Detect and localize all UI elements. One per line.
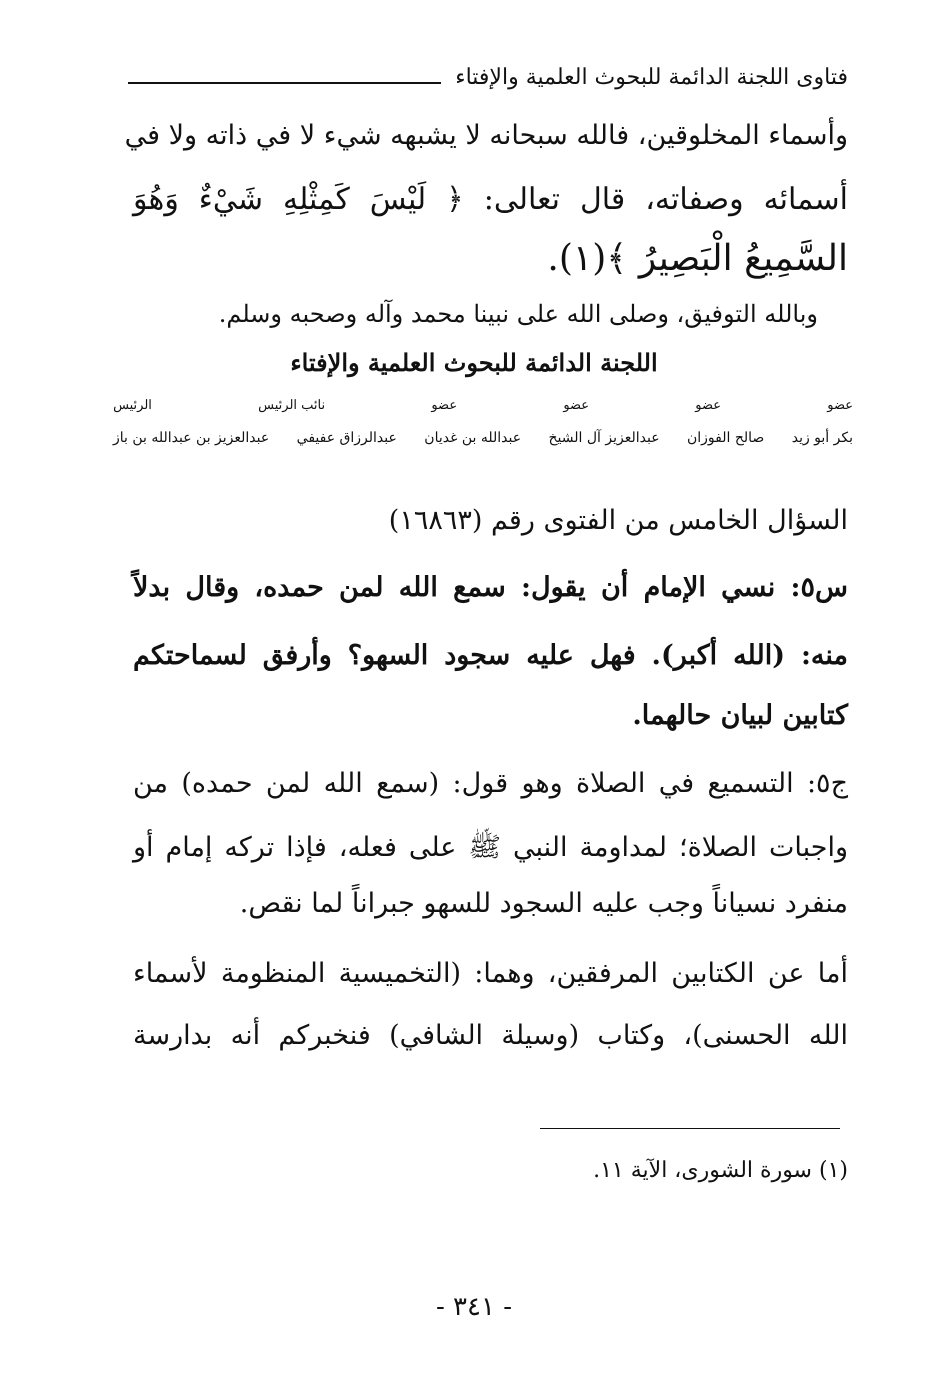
paragraph-line-verse: أسمائه وصفاته، قال تعالى: ﴿ لَيْسَ كَمِثْلِهِ شَيْءٌ وَهُوَ bbox=[133, 182, 848, 217]
question-line-last: كتابين لبيان حالهما. bbox=[632, 700, 848, 731]
committee-title: اللجنة الدائمة للبحوث العلمية والإفتاء bbox=[290, 348, 658, 377]
signatory-name: صالح الفوزان bbox=[686, 430, 765, 446]
signatory-name: عبدالرزاق عفيفي bbox=[296, 430, 397, 446]
signatory-role: عضو bbox=[431, 398, 458, 413]
footnote: (١) سورة الشورى، الآية ١١. bbox=[593, 1158, 848, 1183]
signatory-role: الرئيس bbox=[113, 398, 152, 413]
answer-line: واجبات الصلاة؛ لمداومة النبي ﷺ على فعله، فإذا تركه إمام أو bbox=[133, 832, 848, 863]
question-line: منه: (الله أكبر). فهل عليه سجود السهو؟ وأرفق لسماحتكم bbox=[133, 640, 848, 671]
fatwa-heading: السؤال الخامس من الفتوى رقم (١٦٨٦٣) bbox=[388, 505, 848, 536]
signatory-names bbox=[113, 430, 853, 446]
signatory-role: عضو bbox=[563, 398, 590, 413]
signatory-name: عبدالعزيز بن عبدالله بن باز bbox=[113, 430, 270, 446]
paragraph-line: الله الحسنى)، وكتاب (وسيلة الشافي) فنخبركم أنه بدارسة bbox=[133, 1020, 848, 1051]
signatory-roles bbox=[113, 398, 853, 413]
answer-line-last: منفرد نسياناً وجب عليه السجود للسهو جبراناً لما نقص. bbox=[239, 888, 848, 919]
signatory-name: عبدالعزيز آل الشيخ bbox=[548, 430, 660, 446]
signatory-role: عضو bbox=[827, 398, 853, 413]
paragraph-line: وأسماء المخلوقين، فالله سبحانه لا يشبهه شيء لا في ذاته ولا في bbox=[124, 120, 848, 151]
signatory-role: عضو bbox=[695, 398, 722, 413]
answer-line: ج٥: التسميع في الصلاة وهو قول: (سمع الله لمن حمده) من bbox=[133, 768, 848, 799]
signatory-role: نائب الرئيس bbox=[258, 398, 326, 413]
paragraph-line: أما عن الكتابين المرفقين، وهما: (التخميسية المنظومة لأسماء bbox=[133, 958, 848, 989]
closing-line: وبالله التوفيق، وصلى الله على نبينا محمد وآله وصحبه وسلم. bbox=[218, 300, 818, 328]
footnote-rule bbox=[540, 1128, 840, 1129]
question-line: س٥: نسي الإمام أن يقول: سمع الله لمن حمده، وقال بدلاً bbox=[133, 572, 848, 603]
header-rule bbox=[128, 82, 441, 84]
signatory-name: عبدالله بن غديان bbox=[424, 430, 522, 446]
running-header-title: فتاوى اللجنة الدائمة للبحوث العلمية والإفتاء bbox=[455, 65, 848, 90]
quran-verse-end: السَّمِيعُ الْبَصِيرُ ﴾(١). bbox=[547, 238, 848, 279]
signatory-name: بكر أبو زيد bbox=[791, 430, 853, 446]
running-header bbox=[128, 56, 848, 90]
page-number: - ٣٤١ - bbox=[435, 1292, 513, 1322]
